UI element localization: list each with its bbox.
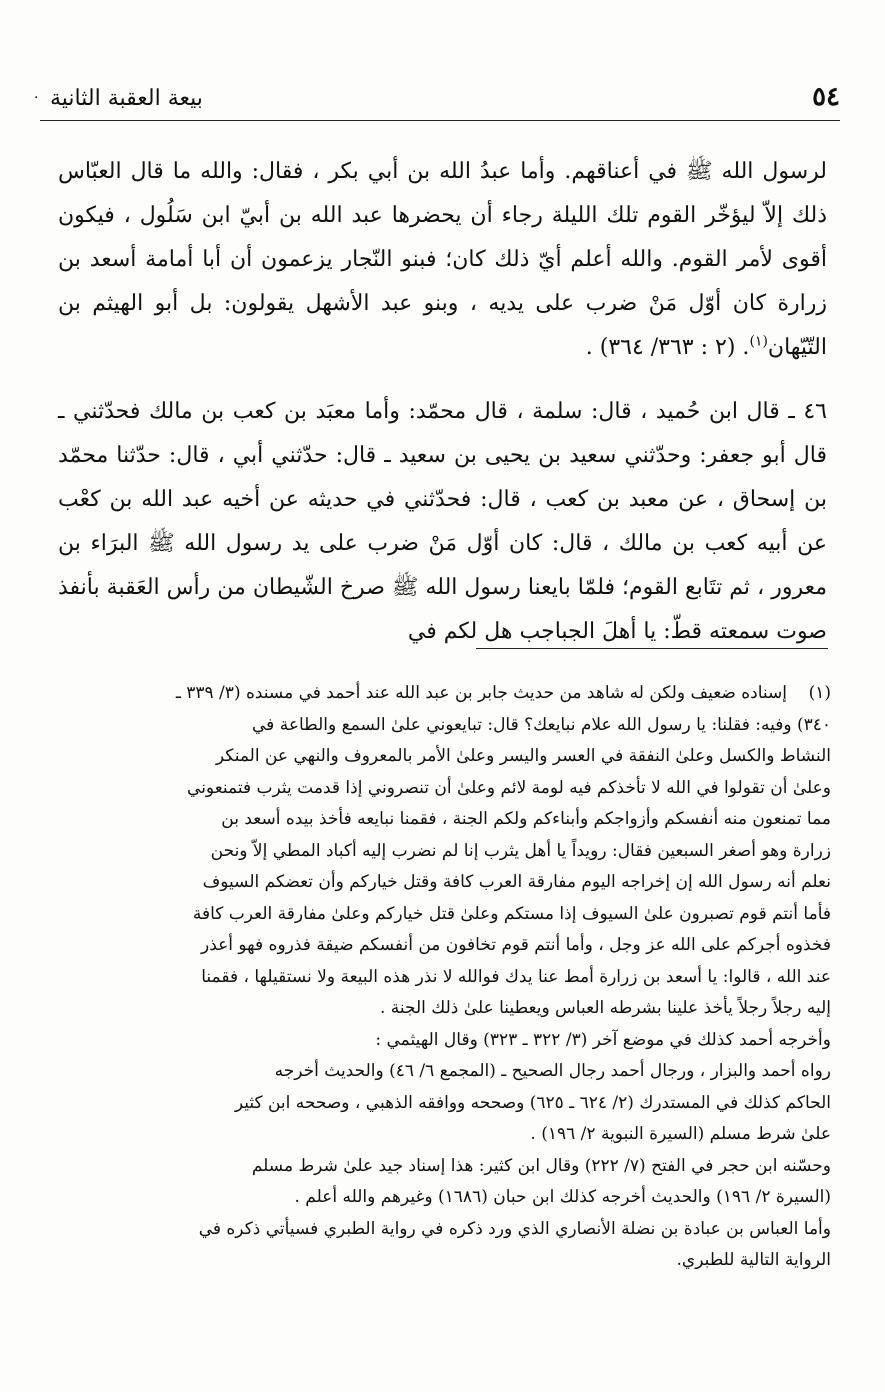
footnote-line: وأما العباس بن عبادة بن نضلة الأنصاري الذي ورد ذكره في رواية الطبري فسيأتي ذكره في <box>198 1218 831 1239</box>
footnote-line: إليه رجلاً رجلاً يأخذ علينا بشرطه العباس ويعطينا علىٰ ذلك الجنة . <box>379 998 831 1018</box>
footnotes <box>50 678 831 1277</box>
footnote-line: وعلىٰ أن تقولوا في الله لا تأخذكم فيه لومة لائم وعلىٰ أن تنصروني إذا قدمت يثرب فتمنعوني <box>187 777 831 798</box>
footnote-separator <box>476 648 828 649</box>
footnote-reference: (١) <box>749 333 768 350</box>
footnote-line: ٣٤٠) وفيه: فقلنا: يا رسول الله علام نبايعك؟ قال: تبايعوني علىٰ السمع والطاعة في <box>252 714 831 735</box>
footnote-line: النشاط والكسل وعلىٰ النفقة في العسر واليسر وعلىٰ الأمر بالمعروف والنهي عن المنكر <box>215 746 831 766</box>
footnote-line: الحاكم كذلك في المستدرك (٢/ ٦٢٤ ـ ٦٢٥) وصححه ووافقه الذهبي ، وصححه ابن كثير <box>234 1092 831 1113</box>
footnote-line: وأخرجه أحمد كذلك في موضع آخر (٣/ ٣٢٢ ـ ٣٢٣) وقال الهيثمي : <box>375 1029 831 1050</box>
main-text <box>58 150 827 654</box>
footnote-line: عند الله ، قالوا: يا أسعد بن زرارة أمط عنا يدك فوالله لا نذر هذه البيعة ولا نستقيلها ، فقمنا <box>201 966 831 987</box>
footnote-line: مما تمنعون منه أنفسكم وأزواجكم وأبناءكم ولكم الجنة ، فقمنا نبايعه فأخذ بيده أسعد بن <box>221 809 831 829</box>
page-number: ٥٤ <box>812 82 840 112</box>
footnote-line: (السيرة ٢/ ١٩٦) والحديث أخرجه كذلك ابن حبان (١٦٨٦) وغيرهم والله أعلم . <box>294 1187 831 1207</box>
footnote-line: رواه أحمد والبزار ، ورجال أحمد رجال الصحيح ـ (المجمع ٦/ ٤٦) والحديث أخرجه <box>274 1061 831 1081</box>
paragraph-2: ٤٦ ـ قال ابن حُميد ، قال: سلمة ، قال محمّد: وأما معبَد بن كعب بن مالك فحدّثني ـ قال أبو جعفر: وحدّثني سعيد بن يحيى بن سعيد ـ قال: حدّثني أبي ، قال: حدّثنا محمّد بن إسحاق ، عن معبد بن كعب ، قال: فحدّثني في حديثه عن أخيه عبد الله بن كعْب عن أبيه كعب بن مالك ، قال: كان أوّل مَنْ ضرب على يد رسول الله ﷺ البرَاء بن معرور ، ثم تتَابع القوم؛ فلمّا بايعنا رسول الله ﷺ صرخ الشّيطان من رأس العَقبة بأنفذ صوت سمعته قطّ: يا أهلَ الجباجب هل لكم في <box>58 399 827 644</box>
paragraph-1-tail: . (٢ : ٣٦٣/ ٣٦٤) . <box>585 335 750 360</box>
footnote-marker: (١) <box>808 683 831 703</box>
footnote-line: وحسّنه ابن حجر في الفتح (٧/ ٢٢٢) وقال ابن كثير: هذا إسناد جيد علىٰ شرط مسلم <box>251 1155 831 1176</box>
footnote-line: الرواية التالية للطبري. <box>676 1250 831 1270</box>
footnote-line: نعلم أنه رسول الله إن إخراجه اليوم مفارقة العرب كافة وقتل خياركم وأن تعضكم السيوف <box>202 872 831 892</box>
footnote-line: فأما أنتم قوم تصبرون علىٰ السيوف إذا مستكم وعلىٰ قتل خياركم وعلىٰ مفارقة العرب كافة <box>192 903 831 924</box>
footnote-line: زرارة وهو أصغر السبعين فقال: رويداً يا أهل يثرب إنا لم نضرب إليه أكباد المطي إلاّ ونحن <box>210 840 831 861</box>
header-ornament-dot: · <box>34 90 39 106</box>
paragraph-1 <box>58 150 827 370</box>
running-title: بيعة العقبة الثانية <box>50 86 203 111</box>
footnote-line: إسناده ضعيف ولكن له شاهد من حديث جابر بن عبد الله عند أحمد في مسنده (٣/ ٣٣٩ ـ <box>175 683 787 703</box>
footnote-line: فخذوه أجركم على الله عز وجل ، وأما أنتم قوم تخافون من أنفسكم ضيقة فذروه فهو أعذر <box>200 935 831 955</box>
footnote-line: علىٰ شرط مسلم (السيرة النبوية ٢/ ١٩٦) . <box>530 1124 831 1144</box>
paragraph-1-text: لرسول الله ﷺ في أعناقهم. وأما عبدُ الله بن أبي بكر ، فقال: والله ما قال العبّاس ذلك إلاّ ليؤخّر القوم تلك الليلة رجاء أن يحضرها عبد الله بن أبيّ ابن سَلُول ، فيكون أقوى لأمر القوم. والله أعلم أيّ ذلك كان؛ فبنو النّجار يزعمون أن أبا أمامة أسعد بن زرارة كان أوّل مَنْ ضرب على يديه ، وبنو عبد الأشهل يقولون: بل أبو الهيثم بن التّيّهان <box>58 159 827 360</box>
page-header <box>34 80 840 121</box>
footnote-1-first-line <box>50 678 831 710</box>
